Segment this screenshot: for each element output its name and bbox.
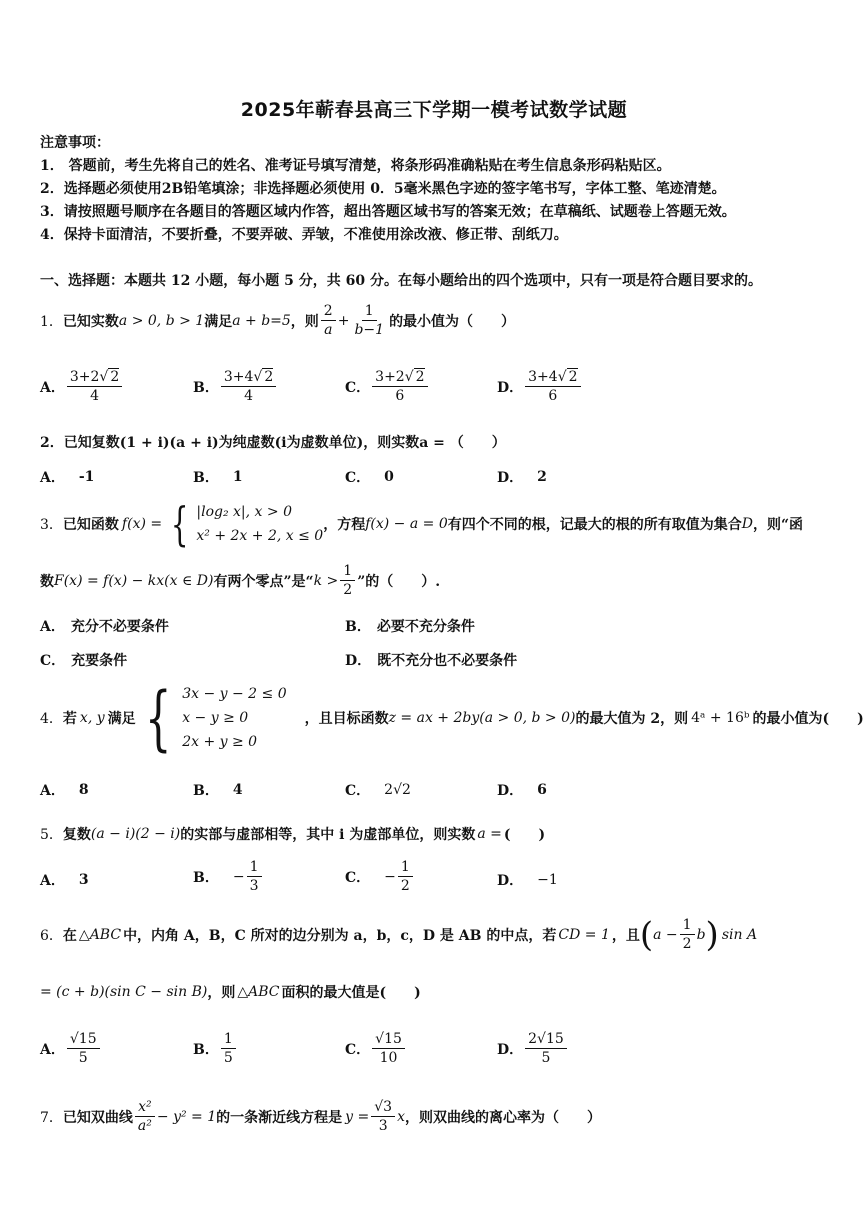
q1-pre: 已知实数: [62, 313, 119, 330]
q3-num: 3．: [40, 517, 63, 533]
q3-tail: ，则“函: [752, 517, 804, 533]
q3-pre: 已知函数: [62, 517, 119, 533]
q2-option-d: D． 2: [497, 469, 547, 486]
q3-option-a: A． 充分不必要条件: [40, 619, 169, 635]
q3-option-b: B． 必要不充分条件: [345, 619, 475, 635]
q4-constraints: 3x − y − 2 ≤ 0 x − y ≥ 0 2x + y ≥ 0: [182, 686, 287, 750]
question-3: [40, 497, 804, 551]
q6-option-d: D． $\frac{2√15}{5}$: [497, 1030, 569, 1067]
q2-option-c: C． 0: [345, 469, 394, 486]
q1-num: 1．: [40, 313, 63, 330]
question-1: [40, 302, 515, 339]
q2-num: 2．: [40, 435, 64, 451]
q1-cond: a > 0, b > 1: [118, 312, 205, 329]
notice-heading: 注意事项：: [40, 135, 110, 151]
section-heading: 一、选择题：本题共 12 小题，每小题 5 分，共 60 分。在每小题给出的四个选项中，只有一项是符合题目要求的。: [40, 273, 762, 289]
q1-plus: +: [337, 312, 350, 329]
q5-option-c: C． − $\frac{1}{2}$: [345, 858, 415, 895]
q1-then: ，则: [290, 313, 319, 330]
q4-option-a: A． 8: [40, 782, 89, 799]
q6-option-b: B． $\frac{1}{5}$: [193, 1030, 238, 1067]
question-6-line-2: = (c + b)(sin C − sin B) ，则 △ABC 面积的最大值是( ): [40, 984, 421, 1001]
question-5: 5． 复数 (a − i)(2 − i) 的实部与虚部相等，其中 i 为虚部单位，则实数 a = ( ): [40, 826, 546, 843]
q1-mid: 满足: [204, 313, 233, 330]
notice-item-4: 4．保持卡面清洁，不要折叠，不要弄破、弄皱，不准使用涂改液、修正带、刮纸刀。: [40, 227, 568, 243]
q2-option-b: B． 1: [193, 469, 243, 486]
q1-option-d: D． $\frac{3+4√ 2}{6}$: [497, 368, 583, 405]
question-6: 6． 在 △ABC 中，内角 A，B，C 所对的边分别为 a，b，c，D 是 AB 的中点，若 CD = 1 ，且 ( a − $\frac{1}{2}$ b ) sin A: [40, 914, 758, 955]
question-4: 4． 若 x, y 满足 { 3x − y − 2 ≤ 0 x − y ≥ 0 2x + y ≥ 0 ，且目标函数 z = ax + 2by(a > 0, b > 0) 的最大值为 2，则 4ᵃ + 16ᵇ 的最小值为( ): [40, 677, 864, 759]
q1-option-a-value: $\frac{3+2√ 2}{4}$: [67, 368, 122, 405]
q1-frac-1: $\frac{2}{a}$: [321, 302, 336, 339]
q3-eq: f(x) − a = 0: [365, 516, 448, 532]
q5-option-a: A． 3: [40, 872, 89, 889]
q1-eq: a + b=5: [232, 312, 291, 329]
notice-item-1: 1． 答题前，考生先将自己的姓名、准考证号填写清楚，将条形码准确粘贴在考生信息条形码粘贴区。: [40, 158, 671, 174]
q6-option-a: A． $\frac{√15}{5}$: [40, 1030, 102, 1067]
q6-option-c: C． $\frac{√15}{10}$: [345, 1030, 407, 1067]
q4-option-d: D． 6: [497, 782, 547, 799]
q3-fx: f(x) =: [121, 516, 163, 532]
q1-option-c: C． $\frac{3+2√ 2}{6}$: [345, 368, 430, 405]
q5-option-b: B． − $\frac{1}{3}$: [193, 858, 264, 895]
q1-option-c-value: $\frac{3+2√ 2}{6}$: [372, 368, 427, 405]
q3-set-d: D: [741, 516, 753, 532]
page-title: 2025年蕲春县高三下学期一模考试数学试题: [240, 99, 628, 121]
q5-option-d: D． −1: [497, 872, 558, 889]
q4-option-b: B． 4: [193, 782, 243, 799]
q1-option-b: B． $\frac{3+4√ 2}{4}$: [193, 368, 278, 405]
q3-post: 有四个不同的根，记最大的根的所有取值为集合: [447, 517, 742, 533]
q3-cases: |log₂ x|, x > 0 x² + 2x + 2, x ≤ 0: [196, 504, 324, 544]
q3-brace: {: [170, 497, 189, 551]
notice-item-3: 3．请按照题号顺序在各题目的答题区域内作答，超出答题区域书写的答案无效；在草稿纸、试题卷上答题无效。: [40, 204, 736, 220]
q1-frac-2: $\frac{1}{b-1}$: [354, 303, 385, 338]
q2-text: 已知复数(1 + i)(a + i)为纯虚数(i为虚数单位)，则实数a = （ ）: [63, 435, 506, 451]
question-3-line-2: 数 F(x) = f(x) − kx(x ∈ D) 有两个零点”是“ k > $\frac{1}{2}$ ”的（ ）.: [40, 563, 441, 598]
question-2: [40, 432, 506, 452]
q1-post: 的最小值为（ ）: [389, 313, 516, 330]
q1-option-a: A． $\frac{3+2√ 2}{4}$: [40, 368, 124, 405]
q3-mid: ，方程: [323, 517, 366, 533]
q2-option-a: A． -1: [40, 469, 95, 486]
q3-option-c: C． 充要条件: [40, 653, 128, 669]
q1-option-d-value: $\frac{3+4√ 2}{6}$: [525, 368, 580, 405]
q4-option-c: C． 2√2: [345, 782, 411, 799]
notice-item-2: 2．选择题必须使用2B铅笔填涂；非选择题必须使用 0．5毫米黑色字迹的签字笔书写，字体工整、笔迹清楚。: [40, 181, 726, 197]
question-7: 7． 已知双曲线 $\frac{\text{x²}}{\text{a²}}$ − y² = 1 的一条渐近线方程是 y = $\frac{√3}{3}$ x ，则双曲线的离心率为（ ）: [40, 1099, 601, 1134]
q1-option-b-value: $\frac{3+4√ 2}{4}$: [221, 368, 276, 405]
q3-option-d: D． 既不充分也不必要条件: [345, 653, 518, 669]
